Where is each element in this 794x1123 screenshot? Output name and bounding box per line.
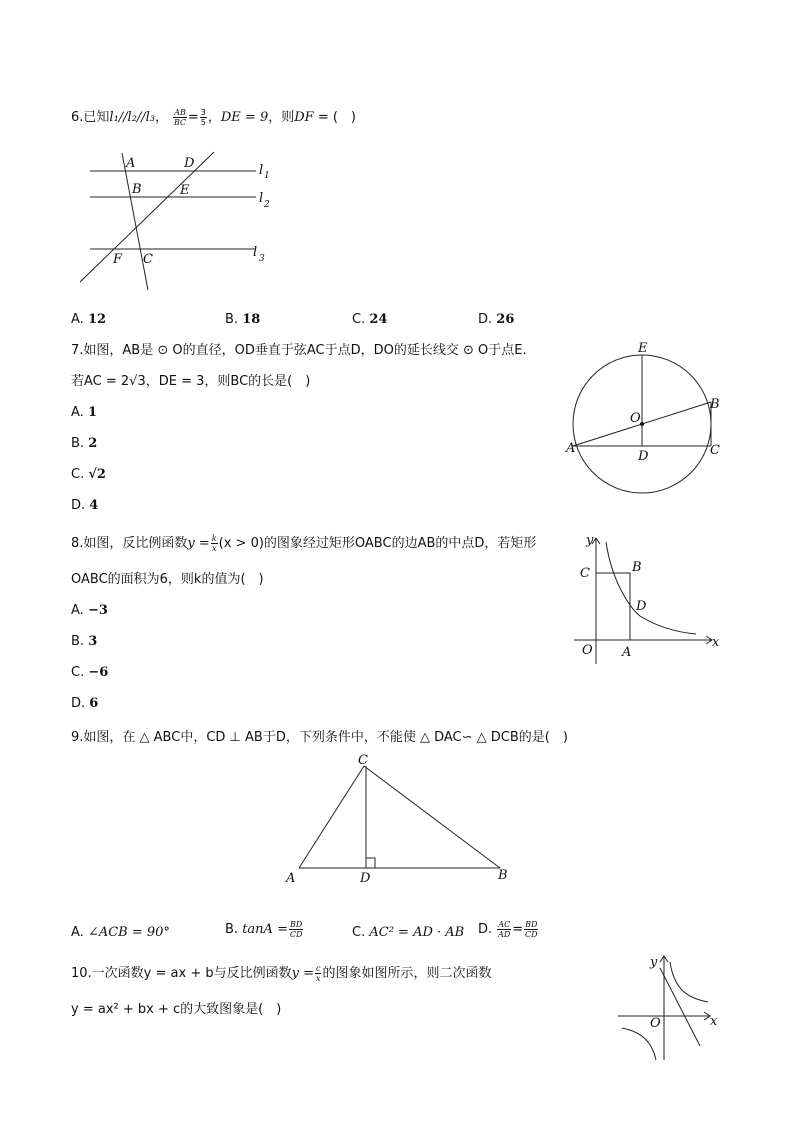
q6-option-a[interactable] <box>71 312 106 327</box>
q7-option-b-value: 2 <box>88 436 98 451</box>
q7-option-b-letter: B. <box>71 436 85 451</box>
q6-label-c: C <box>143 252 153 267</box>
q6-option-b-value: 18 <box>242 312 261 327</box>
q6-label-e: E <box>180 183 190 198</box>
q6-df: DF <box>294 110 314 125</box>
q8-y-eq: y = <box>187 536 210 551</box>
q6-option-c[interactable] <box>352 312 387 327</box>
q6-option-d[interactable] <box>478 312 514 327</box>
q6-label-f: F <box>113 252 123 267</box>
q9-label-b: B <box>498 868 508 883</box>
q8-label-d: D <box>636 599 647 614</box>
q6-stem-prefix: 6.已知 <box>71 110 110 125</box>
q7-option-d-value: 4 <box>89 498 99 513</box>
q10-hyperbola-q1 <box>670 962 708 1002</box>
q7-stem-line2: 若AC = 2√3，DE = 3，则BC的长是( ) <box>71 374 311 389</box>
q6-then: ，则 <box>268 110 295 125</box>
q7-label-a: A <box>566 441 576 456</box>
q6-frac-den2: 5 <box>200 118 206 127</box>
q6-comma: ， <box>155 110 169 125</box>
q9-option-a[interactable] <box>71 925 170 940</box>
q7-option-a-value: 1 <box>87 405 97 420</box>
q7-option-a-letter: A. <box>71 405 84 420</box>
q6-label-b: B <box>132 182 142 197</box>
q10-frac-den: x <box>315 974 321 983</box>
q6-figure <box>80 146 280 296</box>
q6-label-d: D <box>184 156 195 171</box>
q9-figure <box>282 748 522 888</box>
q10-c-over-x <box>315 964 321 983</box>
q9-label-a: A <box>286 871 296 886</box>
q9-option-d-den2: CD <box>524 930 538 939</box>
q6-option-b[interactable] <box>225 312 260 327</box>
q9-side-bc <box>364 766 500 868</box>
q9-option-d-eq: = <box>512 922 524 937</box>
q9-option-d-den1: AD <box>498 930 511 939</box>
q8-option-d-letter: D. <box>71 696 86 711</box>
q9-option-b[interactable] <box>225 920 304 939</box>
q6-option-c-value: 24 <box>369 312 388 327</box>
q10-y-eq: y = <box>291 966 314 981</box>
q8-figure <box>570 528 730 668</box>
q6-frac-num: AB <box>174 108 186 117</box>
q7-option-d-letter: D. <box>71 498 86 513</box>
q6-label-l3-sub: 3 <box>259 254 265 264</box>
q10-label-o: O <box>650 1016 661 1031</box>
q8-label-o: O <box>582 643 593 658</box>
q8-option-b[interactable] <box>71 634 97 649</box>
q9-option-a-letter: A. <box>71 925 84 940</box>
q9-option-c-value: AC² = AD · AB <box>369 925 465 940</box>
q7-label-e: E <box>638 341 648 356</box>
q9-option-b-den: CD <box>289 930 303 939</box>
q7-option-c-letter: C. <box>71 467 85 482</box>
q9-option-d-fraction2 <box>524 920 538 939</box>
q8-option-a-value: −3 <box>87 603 108 618</box>
q7-label-o: O <box>630 411 641 426</box>
q6-label-l2: l <box>259 191 264 206</box>
q9-side-ac <box>299 766 364 868</box>
q10-label-x: x <box>710 1014 718 1029</box>
q6-frac-den: BC <box>173 118 187 127</box>
q9-option-d[interactable] <box>478 920 539 939</box>
q9-label-c: C <box>358 753 368 768</box>
q8-option-a[interactable] <box>71 603 108 618</box>
q6-label-l2-sub: 2 <box>264 200 270 210</box>
q6-blank: = ( ) <box>313 110 356 125</box>
q9-option-d-num1: AC <box>498 920 511 929</box>
q9-option-b-fraction <box>289 920 303 939</box>
q8-label-y: y <box>586 533 594 548</box>
q8-rectangle <box>596 573 630 640</box>
q8-label-x: x <box>712 635 720 650</box>
q8-k-over-x <box>211 534 218 553</box>
q6-transversal-ac <box>122 153 148 290</box>
q9-option-b-tan: tanA = <box>242 922 288 937</box>
q8-stem-suffix: (x > 0)的图象经过矩形OABC的边AB的中点D，若矩形 <box>218 536 537 551</box>
q8-frac-num: k <box>211 534 217 543</box>
q6-label-l1: l <box>259 163 264 178</box>
q6-parallel-lines: l₁//l₂//l₃ <box>109 110 156 125</box>
q6-eq: = <box>187 110 199 125</box>
q9-option-c[interactable] <box>352 925 464 940</box>
q6-ratio-fraction <box>173 108 187 127</box>
q8-label-a: A <box>622 645 632 660</box>
q6-option-d-value: 26 <box>496 312 515 327</box>
q9-option-a-value: ∠ACB = 90° <box>87 925 170 940</box>
q10-frac-num: c <box>315 964 321 973</box>
q6-stem <box>71 108 356 127</box>
q6-option-a-letter: A. <box>71 312 84 327</box>
q9-right-angle-mark <box>366 858 375 868</box>
q6-comma2: ， <box>207 110 221 125</box>
q9-option-b-letter: B. <box>225 922 239 937</box>
q8-option-a-letter: A. <box>71 603 84 618</box>
q10-stem-line2: y = ax² + bx + c的大致图象是( ) <box>71 1002 282 1017</box>
q6-option-b-letter: B. <box>225 312 239 327</box>
q9-stem: 9.如图，在 △ ABC中，CD ⊥ AB于D，下列条件中，不能使 △ DAC∽ △ DCB的是( ) <box>71 730 568 745</box>
q8-stem-prefix: 8.如图，反比例函数 <box>71 536 188 551</box>
q10-hyperbola-q3 <box>622 1028 656 1060</box>
q8-option-c[interactable] <box>71 665 108 680</box>
q7-label-b: B <box>710 397 720 412</box>
q10-stem-suffix: 的图象如图所示，则二次函数 <box>322 966 492 981</box>
q7-label-d: D <box>638 449 649 464</box>
q10-label-y: y <box>650 955 658 970</box>
q8-label-b: B <box>632 560 642 575</box>
q10-linear-line <box>660 968 700 1046</box>
q9-option-c-letter: C. <box>352 925 366 940</box>
q7-option-c[interactable] <box>71 467 106 482</box>
q8-option-c-value: −6 <box>88 665 109 680</box>
q9-label-d: D <box>360 871 371 886</box>
q8-stem-line2: OABC的面积为6，则k的值为( ) <box>71 572 264 587</box>
q8-option-d[interactable] <box>71 696 98 711</box>
q8-hyperbola <box>606 542 696 634</box>
q9-option-d-num2: BD <box>525 920 538 929</box>
q8-frac-den: x <box>211 544 217 553</box>
q6-de-value: DE = 9 <box>220 110 269 125</box>
q8-option-b-value: 3 <box>88 634 98 649</box>
q6-value-fraction <box>200 108 207 127</box>
q6-label-l3: l <box>253 245 258 260</box>
q8-option-b-letter: B. <box>71 634 85 649</box>
q10-figure <box>614 952 724 1064</box>
q9-option-b-num: BD <box>289 920 303 929</box>
q6-label-l1-sub: 1 <box>264 171 270 181</box>
q10-stem-line1 <box>71 964 491 983</box>
q7-label-c: C <box>710 443 720 458</box>
q8-option-d-value: 6 <box>89 696 99 711</box>
q7-option-d[interactable] <box>71 498 98 513</box>
q6-label-a: A <box>126 156 136 171</box>
q8-stem-line1 <box>71 534 536 553</box>
q6-option-d-letter: D. <box>478 312 493 327</box>
q7-option-a[interactable] <box>71 405 97 420</box>
q8-option-c-letter: C. <box>71 665 85 680</box>
q9-option-d-letter: D. <box>478 922 493 937</box>
q8-label-c: C <box>580 566 590 581</box>
q7-stem-line1: 7.如图，AB是 ⊙ O的直径，OD垂直于弦AC于点D，DO的延长线交 ⊙ O于点E. <box>71 343 527 358</box>
q6-option-c-letter: C. <box>352 312 366 327</box>
q7-option-b[interactable] <box>71 436 97 451</box>
q6-frac-num2: 3 <box>200 108 206 117</box>
q7-option-c-value: √2 <box>88 467 106 482</box>
q7-figure <box>562 338 732 500</box>
q9-option-d-fraction1 <box>497 920 511 939</box>
q10-stem-prefix: 10.一次函数y = ax + b与反比例函数 <box>71 966 292 981</box>
q6-option-a-value: 12 <box>87 312 107 327</box>
